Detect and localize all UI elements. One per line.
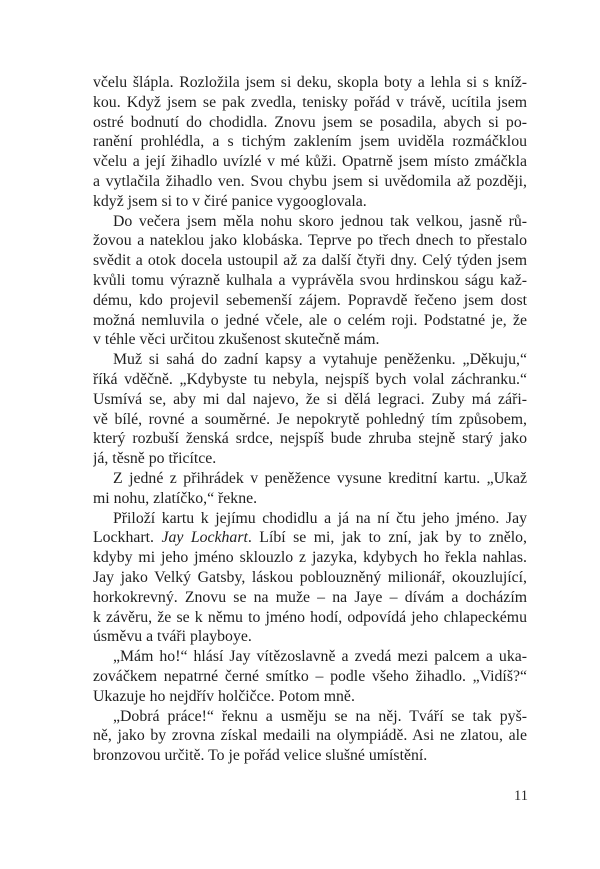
text-line (93, 726, 527, 746)
text-line (93, 231, 527, 251)
text-block (93, 73, 527, 766)
text-line (93, 746, 527, 766)
text-line (93, 73, 527, 93)
text-segment: k závěru, že se k němu to jméno hodí, odpovídá jeho chlapeckému (93, 608, 527, 626)
text-segment: „Mám ho!“ hlásí Jay vítězoslavně a zvedá mezi palcem a uka- (113, 648, 527, 666)
text-line (93, 350, 527, 370)
text-segment: když jsem si to v čiré panice vygooglovala. (93, 192, 367, 210)
text-line (93, 192, 527, 212)
text-line (93, 608, 527, 628)
text-segment: Usmívá se, aby mi dal najevo, že si dělá legraci. Zuby má záři- (93, 390, 527, 408)
text-segment: svědit a otok docela ustoupil až za další čtyři dny. Celý týden jsem (93, 252, 527, 270)
text-segment: včelu šlápla. Rozložila jsem si deku, skopla boty a lehla si s kníž- (93, 74, 527, 91)
text-line (93, 469, 527, 489)
text-line (93, 429, 527, 449)
text-line (93, 93, 527, 113)
text-segment: horkokrevný. Znovu se na muže – na Jaye – dívám a docházím (93, 588, 527, 606)
text-segment: Lockhart. (93, 529, 162, 547)
text-line (93, 410, 527, 430)
paragraph (93, 469, 527, 509)
text-segment: mi nohu, zlatíčko,“ řekne. (93, 489, 258, 507)
text-line (93, 330, 527, 350)
text-line (93, 489, 527, 509)
text-line (93, 152, 527, 172)
text-segment: Ukazuje ho nejdřív holčičce. Potom mně. (93, 687, 355, 705)
text-segment: ně, jako by zrovna získal medaili na olympiádě. Asi ne zlatou, ale (93, 727, 527, 745)
text-line (93, 132, 527, 152)
text-segment: ostré bodnutí do chodidla. Znovu jsem se posadila, abych si po- (93, 113, 527, 131)
paragraph (93, 647, 527, 706)
paragraph (93, 707, 527, 766)
paragraph (93, 212, 527, 351)
text-line (93, 568, 527, 588)
text-segment: Přiloží kartu k jejímu chodidlu a já na ní čtu jeho jméno. Jay (113, 509, 527, 527)
text-line (93, 370, 527, 390)
page-number: 11 (514, 788, 528, 804)
paragraph (93, 350, 527, 469)
text-line (93, 667, 527, 687)
text-segment: říká vděčně. „Kdybyste tu nebyla, nejspíš bych volal záchranku.“ (93, 370, 527, 388)
text-segment: kou. Když jsem se pak zvedla, tenisky pořád v trávě, ucítila jsem (93, 93, 527, 111)
text-line (93, 548, 527, 568)
text-segment: žovou a nateklou jako klobáska. Teprve po třech dnech to přestalo (93, 232, 527, 250)
text-line (93, 588, 527, 608)
text-line (93, 291, 527, 311)
text-line (93, 509, 527, 529)
text-segment: bronzovou určitě. To je pořád velice slušné umístění. (93, 747, 428, 765)
text-segment: který rozbuší ženská srdce, nejspíš bude zhruba stejně starý jako (93, 430, 527, 448)
text-segment: ranění prohlédla, a s tichým zaklením jsem uviděla rozmáčklou (93, 133, 527, 151)
text-line (93, 271, 527, 291)
text-segment: Do večera jsem měla nohu skoro jednou tak velkou, jasně rů- (113, 212, 527, 230)
text-segment: „Dobrá práce!“ řeknu a usměju se na něj. Tváří se tak pyš- (113, 707, 527, 725)
text-segment: vě bílé, rovné a souměrné. Je nepokrytě pohledný tím způsobem, (93, 410, 527, 428)
text-line (93, 647, 527, 667)
text-segment: kdyby mi jeho jméno sklouzlo z jazyka, kdybych ho řekla nahlas. (93, 549, 527, 567)
text-segment: . Líbí se mi, jak to zní, jak by to znělo, (247, 529, 527, 547)
text-line (93, 172, 527, 192)
text-segment: možná nemluvila o jedné včele, ale o celém roji. Podstatné je, že (93, 311, 527, 329)
text-line (93, 627, 527, 647)
text-line (93, 707, 527, 727)
italic-text-segment: Jay Lockhart (161, 529, 248, 547)
text-segment: zováčkem nepatrné černé smítko – podle všeho žihadlo. „Vidíš?“ (93, 667, 527, 685)
text-segment: kvůli tomu výrazně kulhala a vyprávěla svou hrdinskou ságu kaž- (93, 271, 527, 289)
text-segment: včelu a její žihadlo uvízlé v mé kůži. Opatrně jsem místo zmáčkla (93, 153, 527, 171)
text-segment: úsměvu a tváři playboye. (93, 628, 252, 646)
paragraph (93, 509, 527, 648)
text-segment: dému, kdo projevil sebemenší zájem. Popravdě řečeno jsem dost (93, 291, 527, 309)
text-segment: a vytlačila žihadlo ven. Svou chybu jsem si uvědomila až později, (93, 172, 527, 190)
text-segment: Jay jako Velký Gatsby, láskou poblouzněný milionář, okouzlující, (93, 568, 527, 586)
text-line (93, 390, 527, 410)
text-segment: v téhle věci určitou zkušenost skutečně mám. (93, 331, 380, 349)
text-segment: Muž si sahá do zadní kapsy a vytahuje peněženku. „Děkuju,“ (113, 351, 527, 369)
paragraph (93, 73, 527, 212)
text-segment: já, těsně po třicítce. (93, 450, 217, 468)
text-segment: Z jedné z přihrádek v peněžence vysune kreditní kartu. „Ukaž (113, 469, 527, 487)
text-line (93, 212, 527, 232)
text-line (93, 311, 527, 331)
text-line (93, 251, 527, 271)
text-line (93, 528, 527, 548)
text-line (93, 449, 527, 469)
text-line (93, 113, 527, 133)
text-line (93, 687, 527, 707)
